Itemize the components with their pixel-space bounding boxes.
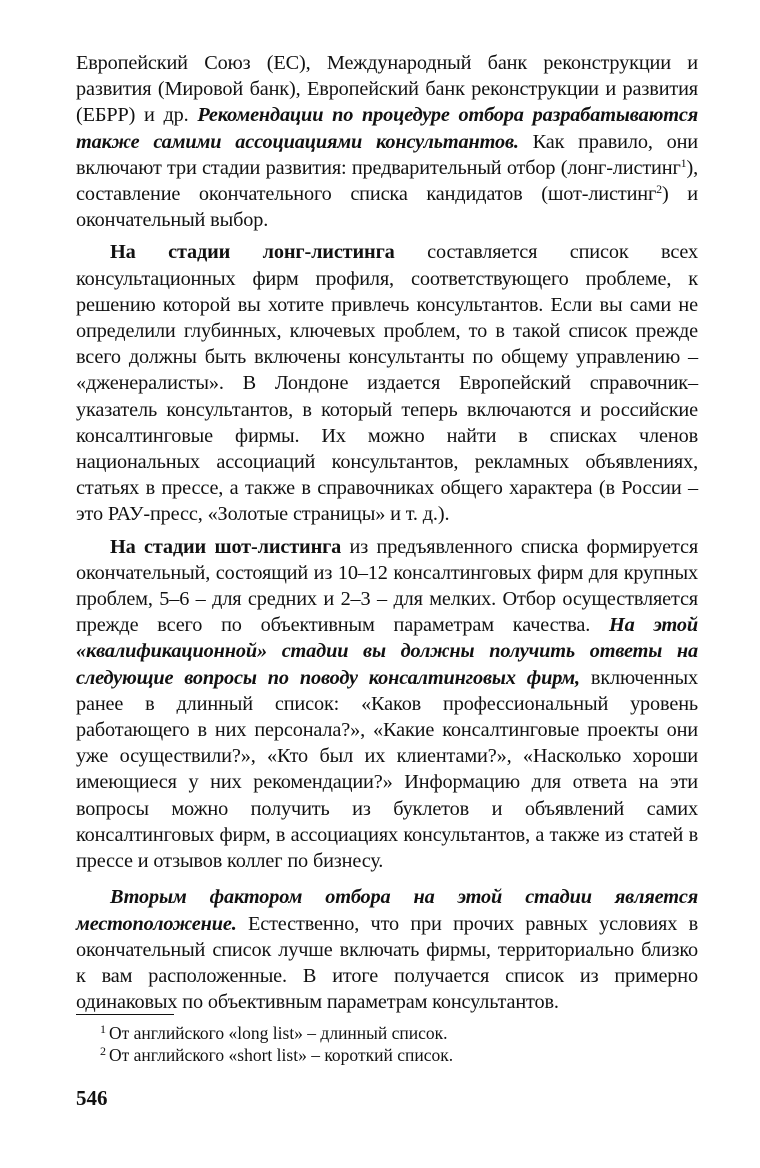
paragraph-2-lead: На стадии лонг-листинга bbox=[110, 241, 395, 264]
footnote-divider bbox=[76, 1014, 174, 1015]
paragraph-3-text-b: включенных ранее в длинный список: «Каков профессиональный уровень работающего в них персонала?», «Какие консалтинговые проекты они уже осуществили?», «Кто был их клиентами?», «Насколько хороши имеющиеся у них рекомендации?» Информацию для ответа на эти вопросы можно получить из буклетов и объявлений самих консалтинговых фирм, в ассоциациях консультантов, а также из статей в прессе и отзывов коллег по бизнесу. bbox=[76, 666, 698, 873]
paragraph-1-text-d: ) и окончательный выбор. bbox=[76, 183, 698, 232]
paragraph-4-text: Естественно, что при прочих равных условиях в окончательный список лучше включать фирмы, территориально близко к вам расположенные. В итоге получается список из примерно одинаковых по объективным параметрам консультантов. bbox=[76, 912, 698, 1014]
paragraph-3 bbox=[76, 534, 698, 875]
paragraph-1-text-a: Европейский Союз (ЕС), Международный банк реконструкции и развития (Мировой банк), Европейский банк реконструкции и развития (ЕБРР) и др. bbox=[76, 52, 698, 127]
paragraph-3-text-a: из предъявленного списка формируется окончательный, состоящий из 10–12 консалтинговых фирм для крупных проблем, 5–6 – для средних и 2–3 – для мелких. Отбор осуществляется прежде всего по объективным параметрам качества. bbox=[76, 535, 698, 637]
paragraph-1-text-c: ), составление окончательного списка кандидатов (шот-листинг bbox=[76, 156, 698, 206]
footnote-1-mark: 1 bbox=[100, 1022, 106, 1036]
paragraph-3-emphasis: На этой «квалификационной» стадии вы должны получить ответы на следующие вопросы по поводу консалтинговых фирм, bbox=[76, 614, 698, 689]
footnotes bbox=[100, 1022, 660, 1066]
paragraph-1-text-b: Как правило, они включают три стадии развития: предварительный отбор (лонг-листинг bbox=[76, 130, 698, 179]
footnote-1-text: От английского «long list» – длинный список. bbox=[109, 1023, 448, 1043]
page-number: 546 bbox=[76, 1086, 108, 1110]
paragraph-4 bbox=[76, 884, 698, 1015]
paragraph-2 bbox=[76, 239, 698, 527]
footnote-2-reference: 2 bbox=[656, 182, 663, 197]
footnote-2-text: От английского «short list» – короткий список. bbox=[109, 1045, 454, 1065]
footnote-1 bbox=[100, 1022, 660, 1044]
paragraph-1-emphasis: Рекомендации по процедуре отбора разрабатываются также самими ассоциациями консультантов. bbox=[76, 104, 699, 153]
footnote-1-reference: 1 bbox=[680, 155, 687, 170]
page-body bbox=[76, 50, 698, 1015]
paragraph-4-emphasis: Вторым фактором отбора на этой стадии является местоположение. bbox=[76, 886, 698, 935]
paragraph-3-lead: На стадии шот-листинга bbox=[110, 535, 342, 558]
footnote-2-mark: 2 bbox=[100, 1044, 106, 1058]
paragraph-1 bbox=[76, 50, 698, 233]
footnote-2 bbox=[100, 1044, 660, 1066]
paragraph-2-text: составляется список всех консультационных фирм профиля, соответствующего проблеме, к решению которой вы хотите привлечь консультантов. Если вы сами не определили глубинных, ключевых проблем, то в такой список прежде всего должны быть включены консультанты по общему управлению – «дженералисты». В Лондоне издается Европейский справочник–указатель консультантов, в который теперь включаются и российские консалтинговые фирмы. Их можно найти в списках членов национальных ассоциаций консультантов, рекламных объявлениях, статьях в прессе, а также в справочниках общего характера (в России – это РАУ-пресс, «Золотые страницы» и т. д.). bbox=[76, 241, 698, 526]
